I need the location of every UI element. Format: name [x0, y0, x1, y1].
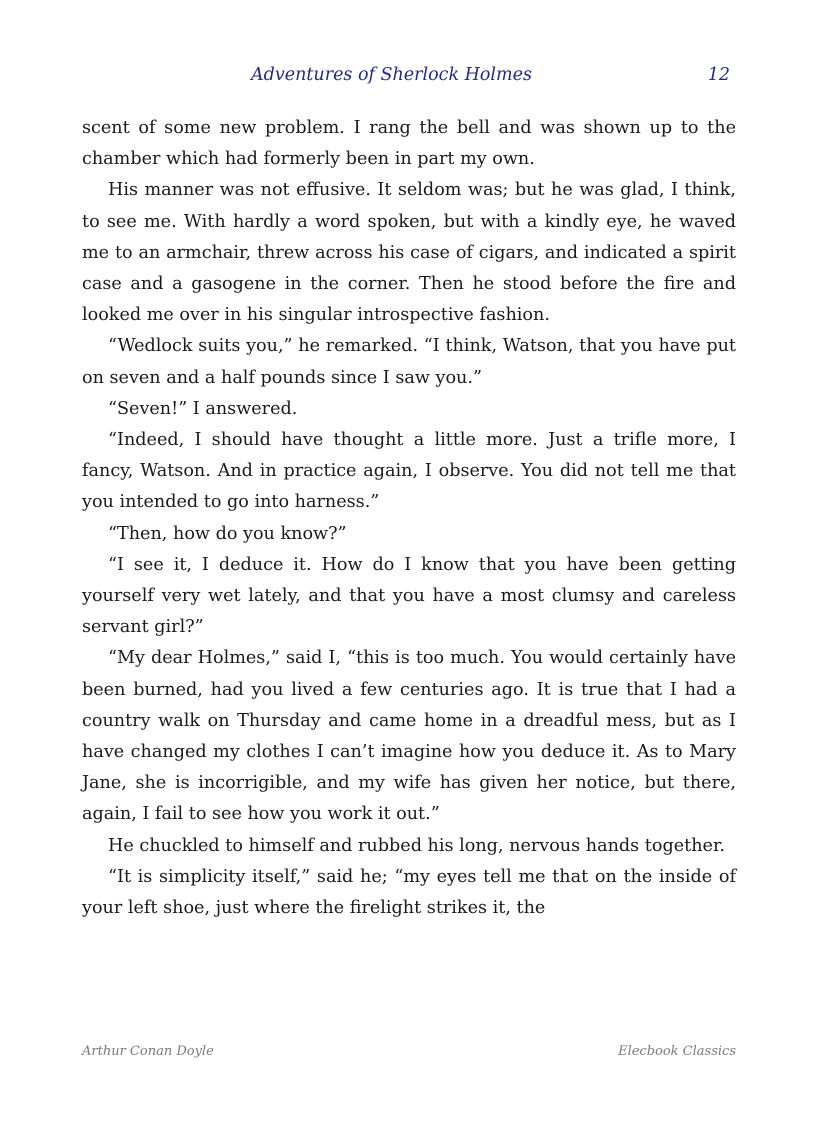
paragraph: He chuckled to himself and rubbed his long, nervous hands together. — [108, 835, 726, 856]
paragraph: scent of some new problem. I rang the bell and was shown up to the chamber which had formerly been in part my own. — [82, 118, 736, 170]
paragraph: His manner was not effusive. It seldom was; but he was glad, I think, to see me. With hardly a word spoken, but with a kindly eye, he waved me to an armchair, threw across his case of cigars, and indicated a spirit case and a gasogene in the corner. Then he stood before the fire and looked me over in his singular introspective fashion. — [82, 180, 736, 326]
paragraph: “It is simplicity itself,” said he; “my eyes tell me that on the inside of your left shoe, just where the firelight strikes it, the — [82, 866, 736, 919]
book-title: Adventures of Sherlock Holmes — [251, 65, 532, 85]
paragraph: “My dear Holmes,” said I, “this is too much. You would certainly have been burned, had you lived a few centuries ago. It is true that I had a country walk on Thursday and came home in a dreadful mess, but as I have changed my clothes I can’t imagine how you deduce it. As to Mary Jane, she is incorrigible, and my wife has given her notice, but there, again, I fail to see how you work it out.” — [82, 648, 736, 825]
page-body — [82, 113, 736, 924]
paragraph: “Indeed, I should have thought a little more. Just a trifle more, I fancy, Watson. And in practice again, I observe. You did not tell me that you intended to go into harness.” — [82, 430, 736, 513]
page-number: 12 — [707, 65, 730, 85]
footer-author: Arthur Conan Doyle — [82, 1044, 214, 1059]
footer-publisher: Elecbook Classics — [618, 1044, 736, 1059]
paragraph: “Seven!” I answered. — [108, 398, 298, 419]
paragraph: “Then, how do you know?” — [108, 523, 347, 544]
running-header — [0, 62, 816, 88]
paragraph: “I see it, I deduce it. How do I know that you have been getting yourself very wet lately, and that you have a most clumsy and careless servant girl?” — [82, 554, 736, 638]
page-footer — [82, 1044, 736, 1064]
paragraph: “Wedlock suits you,” he remarked. “I think, Watson, that you have put on seven and a half pounds since I saw you.” — [82, 336, 736, 388]
